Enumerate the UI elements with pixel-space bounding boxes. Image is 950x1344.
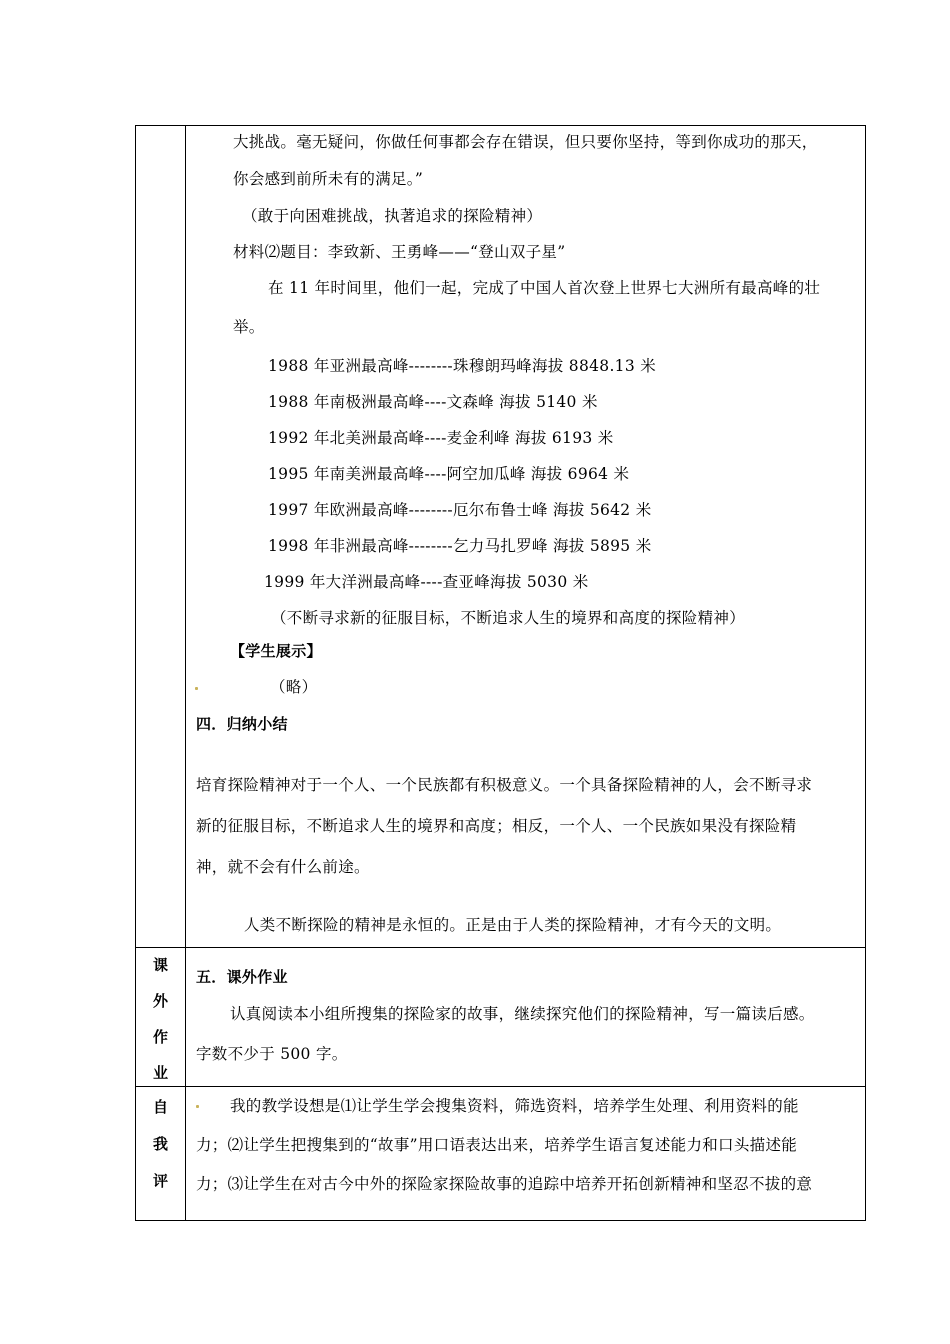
self-eval-line: 力；⑵让学生把搜集到的“故事”用口语表达出来，培养学生语言复述能力和口头描述能 xyxy=(196,1136,798,1154)
self-eval-line: 力；⑶让学生在对古今中外的探险家探险故事的追踪中培养开拓创新精神和坚忍不拔的意 xyxy=(196,1175,813,1193)
row-divider-self-eval xyxy=(136,1086,865,1087)
peak-item: 1995 年南美洲最高峰----阿空加瓜峰 海拔 6964 米 xyxy=(268,465,630,483)
peak-item: 1992 年北美洲最高峰----麦金利峰 海拔 6193 米 xyxy=(268,429,614,447)
homework-label-3: 作 xyxy=(152,1028,168,1046)
summary-heading: 四．归纳小结 xyxy=(196,715,288,733)
self-eval-label-1: 自 xyxy=(152,1098,168,1116)
homework-label-1: 课 xyxy=(152,956,168,974)
column-divider xyxy=(185,126,186,1220)
continued-line: 在 11 年时间里，他们一起，完成了中国人首次登上世界七大洲所有最高峰的壮 xyxy=(268,279,821,297)
summary-closing: 人类不断探险的精神是永恒的。正是由于人类的探险精神，才有今天的文明。 xyxy=(244,916,782,934)
self-eval-label-3: 评 xyxy=(152,1172,168,1190)
homework-line: 认真阅读本小组所搜集的探险家的故事，继续探究他们的探险精神，写一篇读后感。 xyxy=(230,1005,815,1023)
self-eval-label-2: 我 xyxy=(152,1135,168,1153)
peak-item: 1997 年欧洲最高峰--------厄尔布鲁士峰 海拔 5642 米 xyxy=(268,501,652,519)
continued-line: 举。 xyxy=(233,318,265,336)
peak-item: 1999 年大洋洲最高峰----查亚峰海拔 5030 米 xyxy=(264,573,589,591)
student-show-heading: 【学生展示】 xyxy=(230,642,322,660)
homework-heading: 五．课外作业 xyxy=(196,968,288,986)
student-show-content: （略） xyxy=(270,678,318,696)
marker-dot xyxy=(196,1105,199,1108)
homework-line: 字数不少于 500 字。 xyxy=(196,1045,348,1063)
peak-item: 1998 年非洲最高峰--------乞力马扎罗峰 海拔 5895 米 xyxy=(268,537,652,555)
summary-line: 培育探险精神对于一个人、一个民族都有积极意义。一个具备探险精神的人，会不断寻求 xyxy=(196,776,813,794)
continued-line: 大挑战。毫无疑问，你做任何事都会存在错误，但只要你坚持，等到你成功的那天， xyxy=(233,133,818,151)
peak-item: 1988 年亚洲最高峰--------珠穆朗玛峰海拔 8848.13 米 xyxy=(268,357,657,375)
homework-label-4: 业 xyxy=(152,1064,168,1082)
peaks-note: （不断寻求新的征服目标，不断追求人生的境界和高度的探险精神） xyxy=(271,609,746,627)
material-title: 材料⑵题目：李致新、王勇峰——“登山双子星” xyxy=(233,243,566,261)
continued-line: 你会感到前所未有的满足。” xyxy=(233,170,424,188)
self-eval-line: 我的教学设想是⑴让学生学会搜集资料，筛选资料，培养学生处理、利用资料的能 xyxy=(230,1097,799,1115)
summary-line: 新的征服目标，不断追求人生的境界和高度；相反，一个人、一个民族如果没有探险精 xyxy=(196,817,797,835)
marker-dot xyxy=(195,687,198,690)
row-divider-homework xyxy=(136,947,865,948)
continued-line: （敢于向困难挑战，执著追求的探险精神） xyxy=(242,207,543,225)
homework-label-2: 外 xyxy=(152,992,168,1010)
summary-line: 神，就不会有什么前途。 xyxy=(196,858,370,876)
peak-item: 1988 年南极洲最高峰----文森峰 海拔 5140 米 xyxy=(268,393,598,411)
